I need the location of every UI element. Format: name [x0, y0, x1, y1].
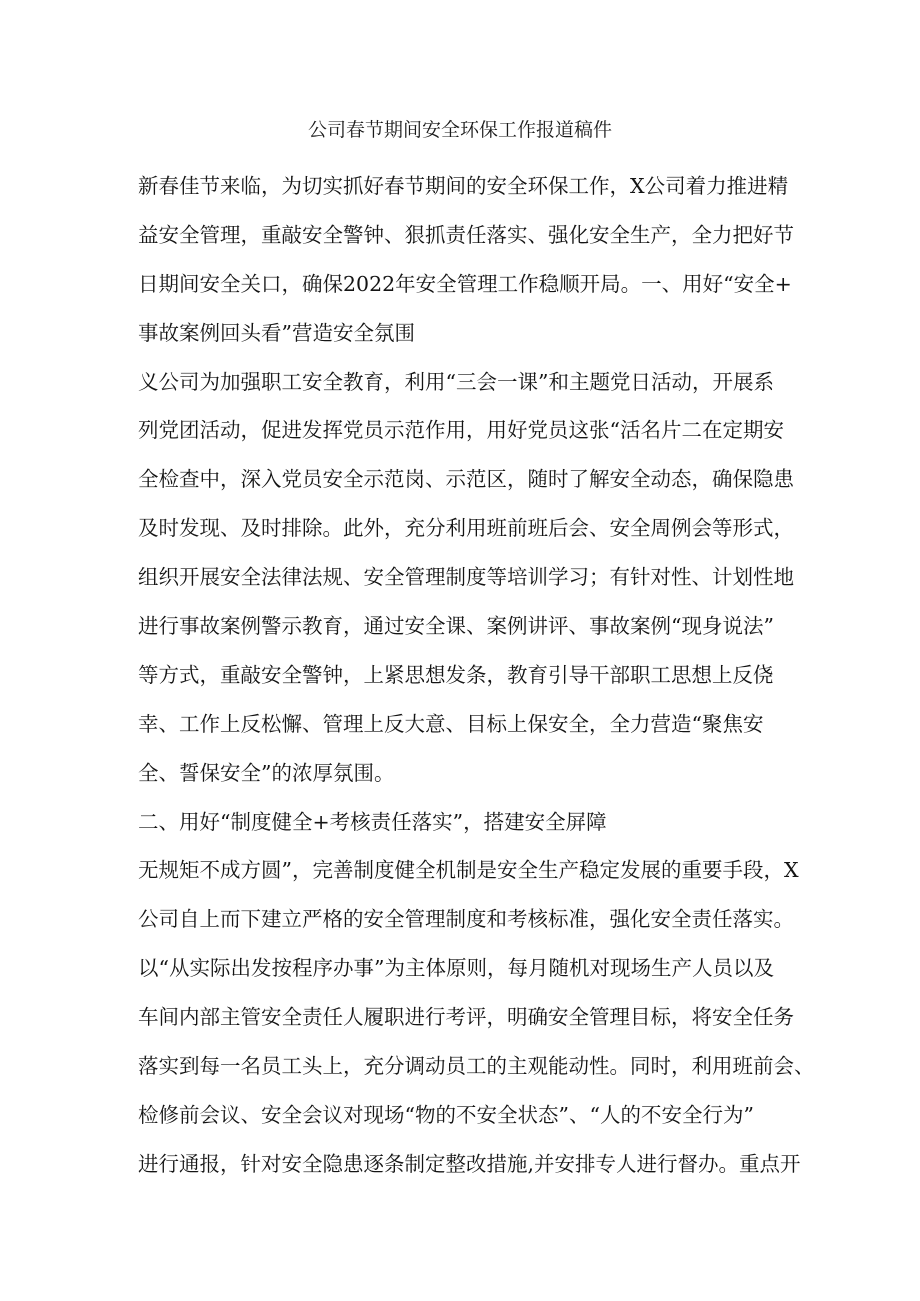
text-line: 以“从实际出发按程序办事”为主体原则，每月随机对现场生产人员以及: [138, 956, 774, 981]
text-line: 进行通报，针对安全隐患逐条制定整改措施,并安排专人进行督办。重点开: [138, 1151, 801, 1176]
text-line: 新春佳节来临，为切实抓好春节期间的安全环保工作，X公司着力推进精: [138, 174, 789, 198]
text-line: 无规矩不成方圆”，完善制度健全机制是安全生产稳定发展的重要手段，X: [138, 858, 799, 883]
text-line: 事故案例回头看”营造安全氛围: [138, 320, 415, 345]
text-line: 进行事故案例警示教育，通过安全课、案例讲评、事故案例“现身说法”: [138, 614, 774, 639]
text-line: 日期间安全关口，确保2022年安全管理工作稳顺开局。一、用好“安全+: [138, 271, 792, 296]
text-line: 检修前会议、安全会议对现场“物的不安全状态”、“人的不安全行为”: [138, 1102, 754, 1127]
text-line: 全检查中，深入党员安全示范岗、示范区，随时了解安全动态，确保隐患: [138, 467, 794, 492]
text-line: 组织开展安全法律法规、安全管理制度等培训学习；有针对性、计划性地: [138, 565, 794, 590]
text-line: 车间内部主管安全责任人履职进行考评，明确安全管理目标，将安全任务: [138, 1005, 794, 1030]
document-body: [138, 162, 815, 1189]
text-line: 全、誓保安全”的浓厚氛围。: [138, 760, 395, 785]
section-heading: 二、用好“制度健全+考核责任落实”，搭建安全屏障: [138, 809, 607, 834]
text-line: 列党团活动，促进发挥党员示范作用，用好党员这张“活名片二在定期安: [138, 418, 784, 443]
text-line: 等方式，重敲安全警钟，上紧思想发条，教育引导干部职工思想上反侥: [138, 662, 774, 687]
text-line: 公司自上而下建立严格的安全管理制度和考核标准，强化安全责任落实。: [138, 907, 794, 932]
document-title: 公司春节期间安全环保工作报道稿件: [307, 119, 612, 141]
text-line: 及时发现、及时排除。此外，充分利用班前班后会、安全周例会等形式，: [138, 516, 794, 541]
text-line: 幸、工作上反松懈、管理上反大意、目标上保安全，全力营造“聚焦安: [138, 711, 764, 736]
text-line: 义公司为加强职工安全教育，利用“三会一课”和主题党日活动，开展系: [138, 369, 774, 394]
text-line: 益安全管理，重敲安全警钟、狠抓责任落实、强化安全生产，全力把好节: [138, 222, 794, 247]
text-line: 落实到每一名员工头上，充分调动员工的主观能动性。同时，利用班前会、: [138, 1054, 815, 1079]
